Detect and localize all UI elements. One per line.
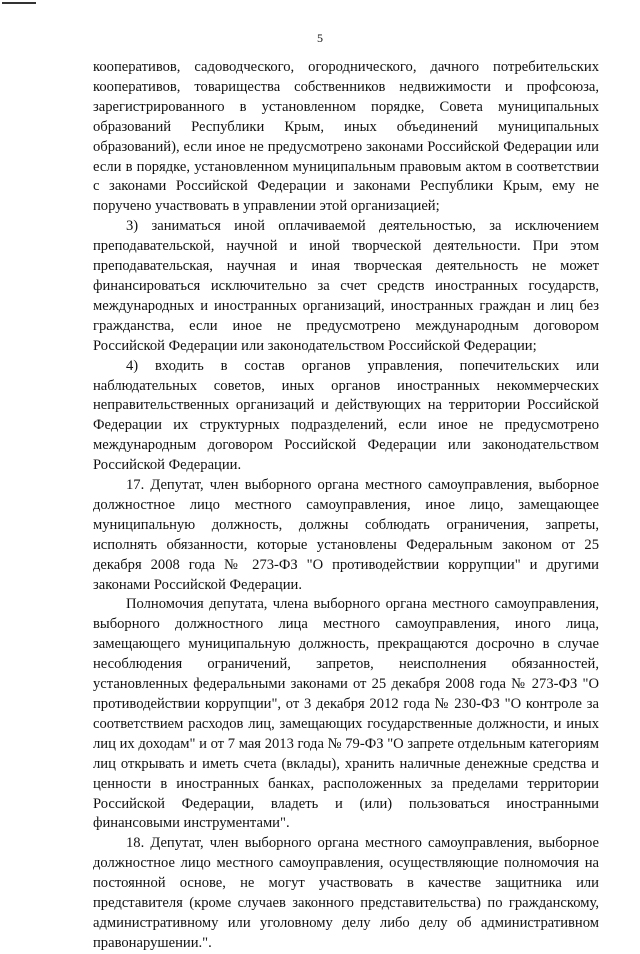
document-body bbox=[93, 58, 599, 954]
paragraph-item-4: 4) входить в состав органов управления, попечительских или наблюдательных советов, иных органов иностранных некоммерческих неправительственных организаций и действующих на территории Российской Федерации их структурных подразделений, если иное не предусмотрено международным договором Российской Федерации или законодательством Российской Федерации. bbox=[93, 357, 599, 474]
page-number: 5 bbox=[317, 31, 323, 45]
paragraph-17: 17. Депутат, член выборного органа местного самоуправления, выборное должностное лицо местного самоуправления, иное лицо, замещающее муниципальную должность, должны соблюдать ограничения, запреты, исполнять обязанности, которые установлены Федеральным законом от 25 декабря 2008 года № 273-ФЗ "О противодействии коррупции" и другими законами Российской Федерации. bbox=[93, 477, 599, 593]
paragraph-18: 18. Депутат, член выборного органа местного самоуправления, выборное должностное лицо местного самоуправления, осуществляющие полномочия на постоянной основе, не могут участвовать в качестве защитника или представителя (кроме случаев законного представительства) по гражданскому, административному или уголовному делу либо делу об административном правонарушении.". bbox=[93, 835, 599, 951]
paragraph-powers-termination: Полномочия депутата, члена выборного органа местного самоуправления, выборного должностного лица местного самоуправления, иного лица, замещающего муниципальную должность, прекращаются досрочно в случае несоблюдения ограничений, запретов, неисполнения обязанностей, установленных федеральными законами от 25 декабря 2008 года № 273-ФЗ "О противодействии коррупции", от 3 декабря 2012 года № 230-ФЗ "О контроле за соответствием расходов лиц, замещающих государственные должности, и иных лиц их доходам" и от 7 мая 2013 года № 79-ФЗ "О запрете отдельным категориям лиц открывать и иметь счета (вклады), хранить наличные денежные средства и ценности в иностранных банках, расположенных за пределами территории Российской Федерации, владеть и (или) пользоваться иностранными финансовыми инструментами". bbox=[93, 596, 599, 832]
scan-corner-mark bbox=[2, 2, 36, 10]
paragraph-item-3: 3) заниматься иной оплачиваемой деятельностью, за исключением преподавательской, научной и иной творческой деятельности. При этом преподавательская, научная и иная творческая деятельность не может финансироваться исключительно за счет средств иностранных государств, международных и иностранных организаций, иностранных граждан и лиц без гражданства, если иное не предусмотрено международным договором Российской Федерации или законодательством Российской Федерации; bbox=[93, 218, 599, 354]
paragraph-continuation: кооперативов, садоводческого, огороднического, дачного потребительских кооперативов, товарищества собственников недвижимости и профсоюза, зарегистрированного в установленном порядке, Совета муниципальных образований Республики Крым, иных объединений муниципальных образований), если иное не предусмотрено законами Российской Федерации или если в порядке, установленном муниципальным правовым актом в соответствии с законами Российской Федерации и законами Республики Крым, ему не поручено участвовать в управлении этой организацией; bbox=[93, 59, 599, 215]
